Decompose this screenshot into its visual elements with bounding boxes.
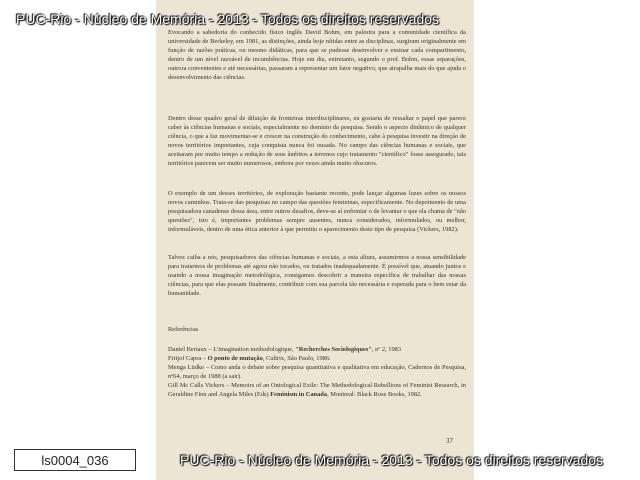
image-label: ls0004_036 (14, 449, 136, 471)
paragraph-2: Dentro desse quadro geral de diluição de fronteiras interdisciplinares, eu gostaria de ressaltar o papel que parece caber às ciências humanas e sociais, especialmente no domínio da pesquisa. Sendo o aspecto dinâmico de qualquer ciência, o que a faz movimentar-se e crescer na construção do conhecimento, cabe à pesquisa investir na direção de novos territórios importantes, cuja conquista nunca foi ousada. No campo das ciências humanas e sociais, que aceitaram por muito tempo a redução de seus âmbitos a terrenos cujo tratamento "científico" fosse assegurado, tais territórios parecem ser muito numerosos, embora por vezes ainda muito obscuros. (168, 115, 466, 167)
document-page (156, 0, 474, 480)
paragraph-4: Talvez caiba a nós, pesquisadores das ciências humanas e sociais, a esta altura, assumirmos a nossa sensibilidade para tratarmos de problemas até agora não tocados, ou tratados inadequadamente. É possível que, atuando juntos e usando a nossa imaginação metodológica, consigamos descobrir a maneira específica de trabalhar das nossas ciências, para que elas possam finalmente, contribuir com sua parcela tão necessária e esperada para o bem estar da humanidade. (168, 254, 466, 297)
paragraph-3: O exemplo de um desses territórios, de exploração bastante recente, pode lançar algumas luzes sobre os nossos novos caminhos. Trata-se das pesquisas no campo das questões femininas, especificamente. No depoimento de uma pesquisadora canadense dessa área, entre outros desafios, deve-se aí enfrentar o de levantar o que ela chama de "não questões", isto é, importantes problemas sempre ausentes, nunca considerados, informulados, ou melhor, informuláveis, dentro de uma ótica anterior à que permitiu o aparecimento deste tipo de pesquisa (Vickers, 1982). (168, 190, 466, 233)
paragraph-1: Evocando a sabedoria do conhecido físico inglês David Bohm, em palestra para a comunidade científica da universidade de Berkeley, em 1981, as distinções, ainda hoje nítidas entre as disciplinas, surgiram originalmente em função de razões práticas, ou mesmo didáticas, para que se pudesse desenvolver e ensinar cada compartimento, dentro de um nível razoável de incumbências. Hoje em dia, entretanto, segundo o prof. Bohm, essas separações, outrora convenientes e até necessárias, passaram a representar um fator negativo, que atrapalha mais do que ajuda o desenvolvimento das ciências. (168, 29, 466, 81)
page-number: 37 (446, 437, 453, 445)
references-list (168, 345, 466, 399)
watermark-bottom: PUC-Rio - Núcleo de Memória - 2013 - Todos os direitos reservados (180, 452, 604, 468)
references-heading: Referências (168, 326, 199, 333)
reference-item: Fritjof Capra – O ponto de mutação, Cultrix, São Paulo, 1986. (168, 355, 331, 362)
reference-item: Gill Mc Calls Vickers – Memoirs of an Ontological Exile: The Methodological Rebellions of Feminist Research, in Geraldine Finn and Angela Miles (Eds) Feminism in Canada, Montreal: Black Rose Books, 1982. (168, 382, 466, 398)
watermark-top: PUC-Rio - Núcleo de Memória - 2013 - Todos os direitos reservados (16, 11, 440, 27)
reference-item: Daniel Bertaux – L'imagination methodologique, "Recherches Sociologiques", nº 2, 1983 (168, 346, 402, 353)
reference-item: Menga Lüdke – Como anda o debate sobre pesquisa quantitativa e qualitativa em educação, Cadernos de Pesquisa, nº64, março de 1988 (a sair). (168, 364, 466, 380)
